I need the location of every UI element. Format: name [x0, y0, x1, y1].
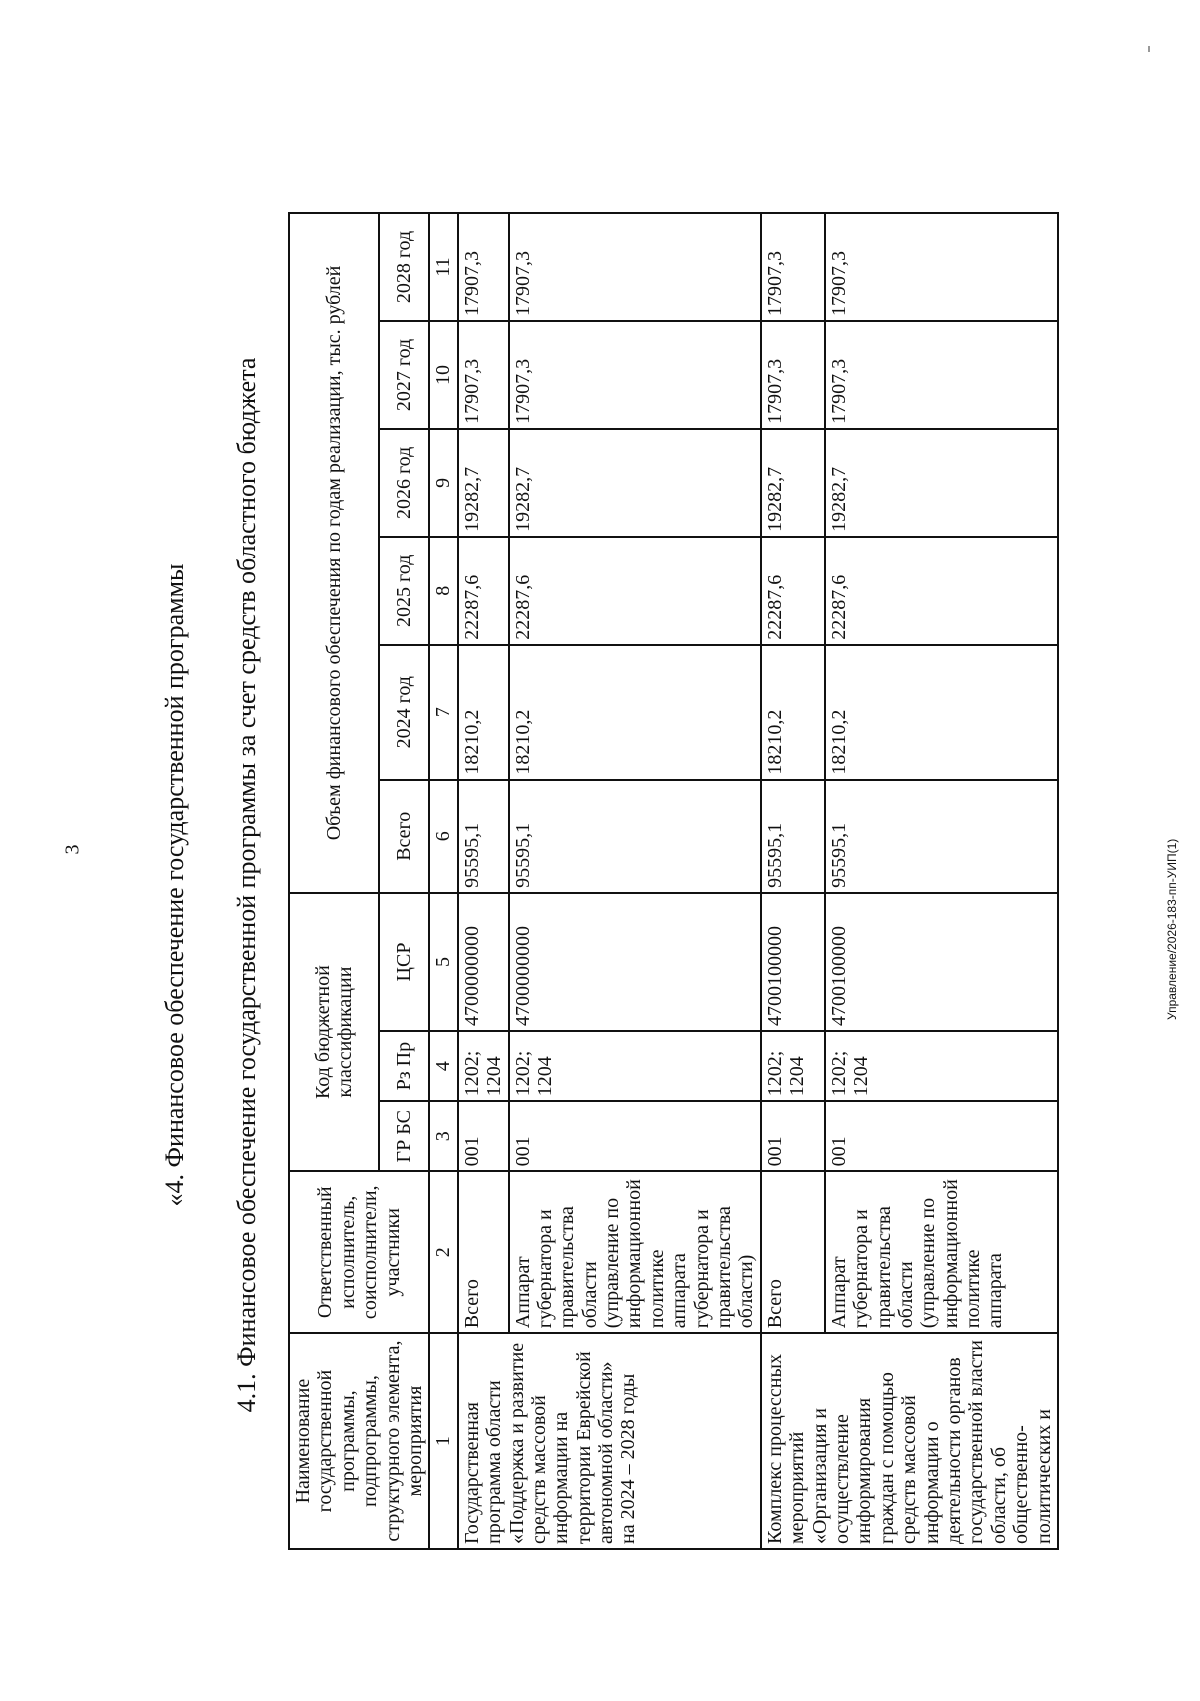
y2027-cell: 17907,3 [509, 321, 761, 429]
rzpr-cell: 1202; 1204 [761, 1031, 825, 1101]
header-2025: 2025 год [379, 537, 429, 645]
y2027-cell: 17907,3 [458, 321, 509, 429]
csr-cell: 4700000000 [458, 893, 509, 1031]
complex-name: Комплекс процессных мероприятий «Организация и осуществление информирования граждан с помощью средств массовой информации о деятельности органов государственной власти области, об общественно-политических и [761, 1333, 1058, 1549]
col-num: 10 [429, 321, 457, 429]
table-row [761, 213, 825, 1549]
column-number-row [429, 213, 457, 1549]
y2024-cell: 18210,2 [761, 645, 825, 780]
csr-cell: 4700000000 [509, 893, 761, 1031]
y2028-cell: 17907,3 [825, 213, 1058, 321]
rzpr-cell: 1202; 1204 [509, 1031, 761, 1101]
y2027-cell: 17907,3 [825, 321, 1058, 429]
header-budget-code: Код бюджетной классификации [289, 893, 379, 1171]
y2024-cell: 18210,2 [825, 645, 1058, 780]
header-grbs: ГР БС [379, 1101, 429, 1171]
y2025-cell: 22287,6 [509, 537, 761, 645]
financing-table [288, 212, 1059, 1550]
y2028-cell: 17907,3 [458, 213, 509, 321]
header-rzpr: Рз Пр [379, 1031, 429, 1101]
y2025-cell: 22287,6 [458, 537, 509, 645]
col-num: 11 [429, 213, 457, 321]
y2026-cell: 19282,7 [509, 429, 761, 537]
y2025-cell: 22287,6 [825, 537, 1058, 645]
y2026-cell: 19282,7 [458, 429, 509, 537]
y2028-cell: 17907,3 [761, 213, 825, 321]
rzpr-cell: 1202; 1204 [458, 1031, 509, 1101]
y2024-cell: 18210,2 [458, 645, 509, 780]
grbs-cell: 001 [458, 1101, 509, 1171]
col-num: 3 [429, 1101, 457, 1171]
header-2027: 2027 год [379, 321, 429, 429]
y2026-cell: 19282,7 [761, 429, 825, 537]
rzpr-cell: 1202; 1204 [825, 1031, 1058, 1101]
table-row [458, 213, 509, 1549]
page-number: 3 [61, 844, 84, 855]
responsible-cell: Аппарат губернатора и правительства области (управление по информационной политике аппарата губернатора и правительства области) [509, 1171, 761, 1333]
total-cell: 95595,1 [509, 780, 761, 893]
csr-cell: 4700100000 [825, 893, 1058, 1031]
header-2024: 2024 год [379, 645, 429, 780]
y2025-cell: 22287,6 [761, 537, 825, 645]
header-2028: 2028 год [379, 213, 429, 321]
header-volume: Объем финансового обеспечения по годам реализации, тыс. рублей [289, 213, 379, 893]
header-total: Всего [379, 780, 429, 893]
header-responsible: Ответственный исполнитель, соисполнители, участники [289, 1171, 429, 1333]
col-num: 5 [429, 893, 457, 1031]
col-num: 2 [429, 1171, 457, 1333]
y2026-cell: 19282,7 [825, 429, 1058, 537]
subsection-title: 4.1. Финансовое обеспечение государственной программы за счет средств областного бюджета [232, 357, 261, 1413]
section-title: «4. Финансовое обеспечение государственной программы [160, 563, 189, 1207]
col-num: 7 [429, 645, 457, 780]
header-row-1 [289, 213, 379, 1549]
header-2026: 2026 год [379, 429, 429, 537]
header-name: Наименование государственной программы, подпрограммы, структурного элемента, мероприятия [289, 1333, 429, 1549]
program-name: Государственная программа области «Поддержка и развитие средств массовой информации на территории Еврейской автономной области» на 2024 – 2028 годы [458, 1333, 761, 1549]
total-cell: 95595,1 [825, 780, 1058, 893]
footer-document-reference: Управление/2026-183-пп-УИП(1) [1165, 838, 1179, 1020]
header-csr: ЦСР [379, 893, 429, 1031]
col-num: 6 [429, 780, 457, 893]
responsible-cell: Всего [458, 1171, 509, 1333]
col-num: 1 [429, 1333, 457, 1549]
total-cell: 95595,1 [761, 780, 825, 893]
rotated-content [160, 170, 1060, 1600]
col-num: 8 [429, 537, 457, 645]
grbs-cell: 001 [825, 1101, 1058, 1171]
total-cell: 95595,1 [458, 780, 509, 893]
y2024-cell: 18210,2 [509, 645, 761, 780]
grbs-cell: 001 [509, 1101, 761, 1171]
csr-cell: 4700100000 [761, 893, 825, 1031]
y2028-cell: 17907,3 [509, 213, 761, 321]
responsible-cell: Всего [761, 1171, 825, 1333]
col-num: 9 [429, 429, 457, 537]
grbs-cell: 001 [761, 1101, 825, 1171]
responsible-cell: Аппарат губернатора и правительства области (управление по информационной политике аппарата [825, 1171, 1058, 1333]
scan-artifact [1148, 46, 1150, 52]
y2027-cell: 17907,3 [761, 321, 825, 429]
col-num: 4 [429, 1031, 457, 1101]
